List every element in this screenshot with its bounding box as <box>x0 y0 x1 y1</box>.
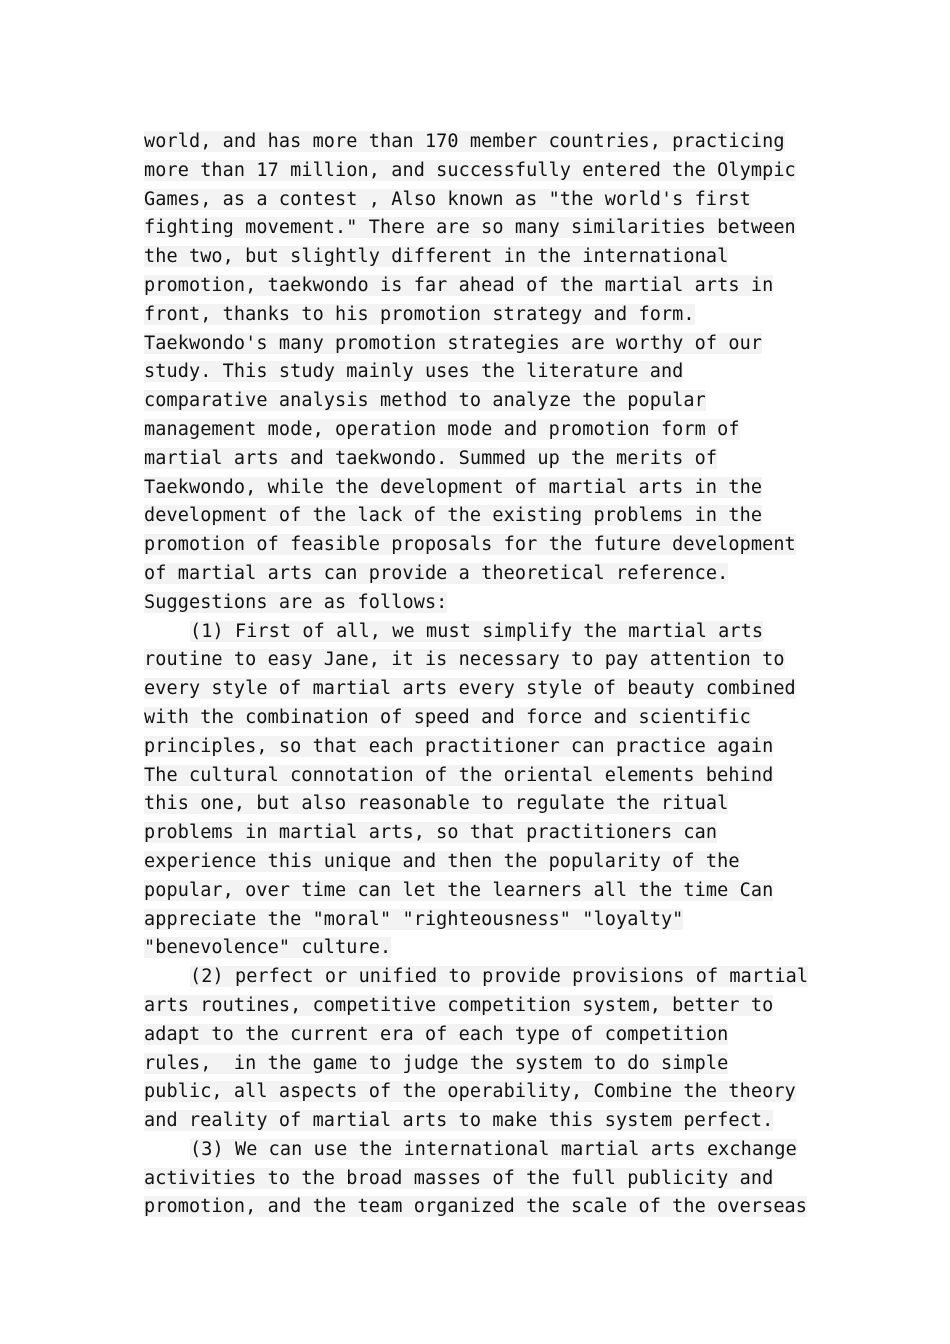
line-text: with the combination of speed and force and scientific <box>144 706 751 728</box>
text-line <box>144 704 824 733</box>
line-text: more than 17 million, and successfully entered the Olympic <box>144 159 796 181</box>
line-text: adapt to the current era of each type of competition <box>144 1023 729 1045</box>
line-text: The cultural connotation of the oriental elements behind <box>144 764 774 786</box>
line-text: front, thanks to his promotion strategy and form. <box>144 303 695 325</box>
text-line <box>144 502 824 531</box>
text-line <box>144 1107 824 1136</box>
line-text: "benevolence" culture. <box>144 937 392 959</box>
line-text: management mode, operation mode and promotion form of <box>144 418 740 440</box>
text-line <box>144 934 824 963</box>
list-item-first-line <box>144 1136 824 1165</box>
text-line <box>144 272 824 301</box>
line-text: fighting movement." There are so many similarities between <box>144 217 796 239</box>
line-text: the two, but slightly different in the international <box>144 246 729 268</box>
line-text: rules, in the game to judge the system to do simple <box>144 1052 729 1074</box>
text-line <box>144 906 824 935</box>
text-line <box>144 1078 824 1107</box>
text-line <box>144 1021 824 1050</box>
line-text: this one, but also reasonable to regulate the ritual <box>144 793 729 815</box>
text-line <box>144 992 824 1021</box>
line-text: (1) First of all, we must simplify the martial arts <box>190 620 764 642</box>
text-line <box>144 646 824 675</box>
text-line <box>144 819 824 848</box>
line-text: (2) perfect or unified to provide provisions of martial <box>190 966 809 988</box>
text-line <box>144 301 824 330</box>
line-text: and reality of martial arts to make this system perfect. <box>144 1110 774 1132</box>
line-text: public, all aspects of the operability, Combine the theory <box>144 1081 796 1103</box>
text-line <box>144 531 824 560</box>
text-line <box>144 1050 824 1079</box>
text-line <box>144 1193 824 1222</box>
line-text: experience this unique and then the popularity of the <box>144 850 740 872</box>
line-text: of martial arts can provide a theoretical reference. <box>144 562 729 584</box>
line-text: martial arts and taekwondo. Summed up the merits of <box>144 447 718 469</box>
line-text: promotion of feasible proposals for the future development <box>144 534 796 556</box>
text-line <box>144 387 824 416</box>
line-text: activities to the broad masses of the full publicity and <box>144 1167 774 1189</box>
line-text: every style of martial arts every style of beauty combined <box>144 678 796 700</box>
text-line <box>144 877 824 906</box>
text-line <box>144 1165 824 1194</box>
line-text: (3) We can use the international martial arts exchange <box>190 1138 797 1160</box>
line-text: development of the lack of the existing problems in the <box>144 505 763 527</box>
line-text: popular, over time can let the learners all the time Can <box>144 879 774 901</box>
text-line <box>144 416 824 445</box>
line-text: appreciate the "moral" "righteousness" "loyalty" <box>144 908 684 930</box>
line-text: promotion, taekwondo is far ahead of the martial arts in <box>144 274 774 296</box>
line-text: arts routines, competitive competition system, better to <box>144 994 774 1016</box>
line-text: world, and has more than 170 member countries, practicing <box>144 131 785 152</box>
text-line <box>144 243 824 272</box>
line-text: comparative analysis method to analyze the popular <box>144 390 706 412</box>
text-line <box>144 733 824 762</box>
body-text <box>144 128 824 1222</box>
list-item-first-line <box>144 618 824 647</box>
line-text: Games, as a contest , Also known as "the world's first <box>144 188 751 210</box>
text-line <box>144 675 824 704</box>
line-text: principles, so that each practitioner can practice again <box>144 735 774 757</box>
line-text: problems in martial arts, so that practitioners can <box>144 822 718 844</box>
text-line <box>144 358 824 387</box>
text-line <box>144 330 824 359</box>
text-line <box>144 790 824 819</box>
text-line <box>144 560 824 589</box>
line-text: study. This study mainly uses the literature and <box>144 361 684 383</box>
line-text: Suggestions are as follows: <box>144 591 448 613</box>
text-line <box>144 474 824 503</box>
text-line <box>144 589 824 618</box>
text-line <box>144 848 824 877</box>
line-text: promotion, and the team organized the scale of the overseas <box>144 1196 808 1218</box>
text-line <box>144 186 824 215</box>
line-text: Taekwondo, while the development of martial arts in the <box>144 476 763 498</box>
text-line <box>144 214 824 243</box>
text-line <box>144 157 824 186</box>
line-text: Taekwondo's many promotion strategies are worthy of our <box>144 332 763 354</box>
text-line <box>144 762 824 791</box>
text-line <box>144 445 824 474</box>
line-text: routine to easy Jane, it is necessary to pay attention to <box>144 649 785 671</box>
text-line <box>144 128 824 157</box>
list-item-first-line <box>144 963 824 992</box>
